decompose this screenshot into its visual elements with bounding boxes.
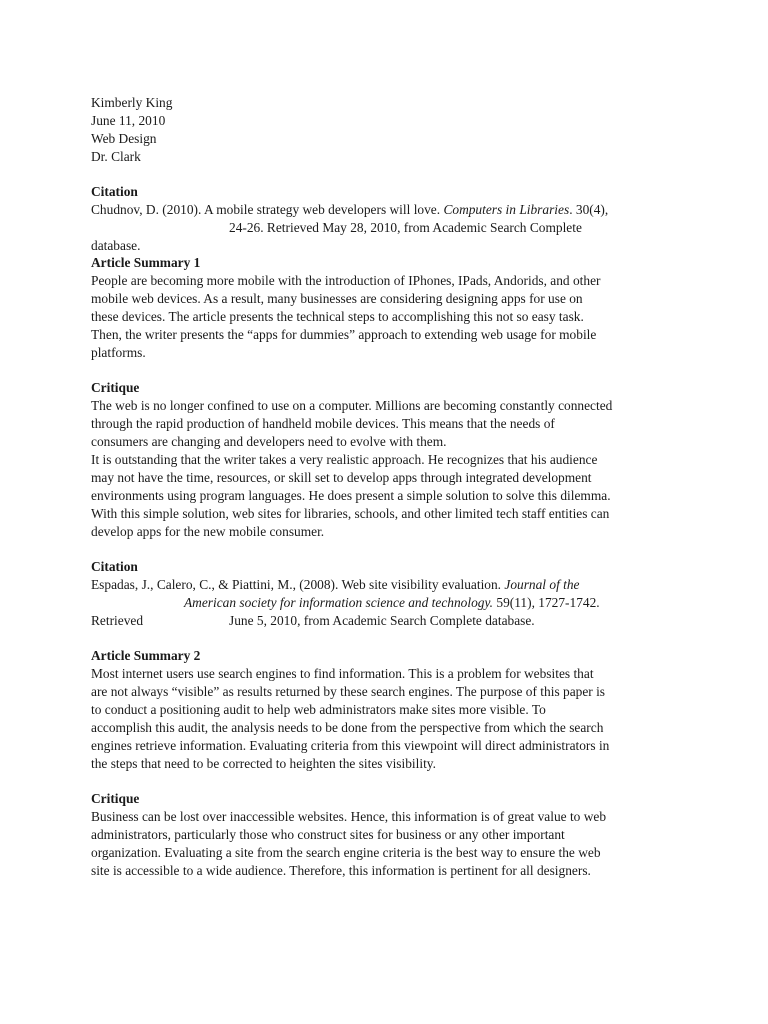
critique-1-line: With this simple solution, web sites for libraries, schools, and other limited tech staff entities can <box>91 506 610 521</box>
citation-1-text: Chudnov, D. (2010). A mobile strategy web developers will love. <box>91 202 444 217</box>
summary-2-line: the steps that need to be corrected to heighten the sites visibility. <box>91 756 436 771</box>
summary-heading-2: Article Summary 2 <box>91 648 201 663</box>
summary-2-line: to conduct a positioning audit to help web administrators make sites more visible. To <box>91 702 546 717</box>
critique-1-line: environments using program languages. He does present a simple solution to solve this dilemma. <box>91 488 611 503</box>
summary-heading-1: Article Summary 1 <box>91 255 201 270</box>
summary-2-line: are not always “visible” as results returned by these search engines. The purpose of this paper is <box>91 684 606 699</box>
citation-2-journal-cont: American society for information science and technology. <box>184 595 494 610</box>
citation-1-journal: Computers in Libraries <box>443 202 570 217</box>
critique-2-line: administrators, particularly those who construct sites for business or any other important <box>91 827 565 842</box>
citation-2-line-3: June 5, 2010, from Academic Search Complete database. <box>229 613 535 628</box>
citation-1-line-2: 24-26. Retrieved May 28, 2010, from Academic Search Complete <box>229 220 582 235</box>
critique-1-line: It is outstanding that the writer takes a very realistic approach. He recognizes that his audience <box>91 452 598 467</box>
critique-1-line: develop apps for the new mobile consumer. <box>91 524 325 539</box>
citation-2-journal: Journal of the <box>504 577 580 592</box>
citation-2-line-2 <box>184 594 600 611</box>
critique-2-line: site is accessible to a wide audience. Therefore, this information is pertinent for all designers. <box>91 863 591 878</box>
critique-1-line: may not have the time, resources, or skill set to develop apps through integrated development <box>91 470 592 485</box>
summary-2-line: engines retrieve information. Evaluating criteria from this viewpoint will direct administrators in <box>91 738 610 753</box>
critique-1-line: The web is no longer confined to use on a computer. Millions are becoming constantly connected <box>91 398 613 413</box>
critique-heading-2: Critique <box>91 791 140 806</box>
author-name: Kimberly King <box>91 95 173 110</box>
summary-2-line: accomplish this audit, the analysis needs to be done from the perspective from which the search <box>91 720 604 735</box>
critique-1-line: consumers are changing and developers need to evolve with them. <box>91 434 447 449</box>
summary-1-line: Then, the writer presents the “apps for dummies” approach to extending web usage for mobile <box>91 327 597 342</box>
critique-1-line: through the rapid production of handheld mobile devices. This means that the needs of <box>91 416 555 431</box>
summary-2-line: Most internet users use search engines to find information. This is a problem for websites that <box>91 666 594 681</box>
critique-heading-1: Critique <box>91 380 140 395</box>
citation-2-text: Espadas, J., Calero, C., & Piattini, M., (2008). Web site visibility evaluation. <box>91 577 505 592</box>
date: June 11, 2010 <box>91 113 166 128</box>
critique-2-line: Business can be lost over inaccessible websites. Hence, this information is of great value to web <box>91 809 607 824</box>
citation-1-line-3: database. <box>91 238 141 253</box>
course-name: Web Design <box>91 131 157 146</box>
citation-heading-1: Citation <box>91 184 138 199</box>
instructor-name: Dr. Clark <box>91 149 141 164</box>
summary-1-line: these devices. The article presents the technical steps to accomplishing this not so easy task. <box>91 309 584 324</box>
citation-2-retrieved: Retrieved <box>91 613 144 628</box>
citation-1-volume: . 30(4), <box>569 202 609 217</box>
summary-1-line: People are becoming more mobile with the introduction of IPhones, IPads, Andorids, and other <box>91 273 601 288</box>
citation-2-volume: 59(11), 1727-1742. <box>493 595 600 610</box>
summary-1-line: platforms. <box>91 345 146 360</box>
citation-2-line-1 <box>91 576 580 593</box>
summary-1-line: mobile web devices. As a result, many businesses are considering designing apps for use on <box>91 291 583 306</box>
citation-heading-2: Citation <box>91 559 138 574</box>
critique-2-line: organization. Evaluating a site from the search engine criteria is the best way to ensure the web <box>91 845 601 860</box>
citation-1-line-1 <box>91 201 608 218</box>
